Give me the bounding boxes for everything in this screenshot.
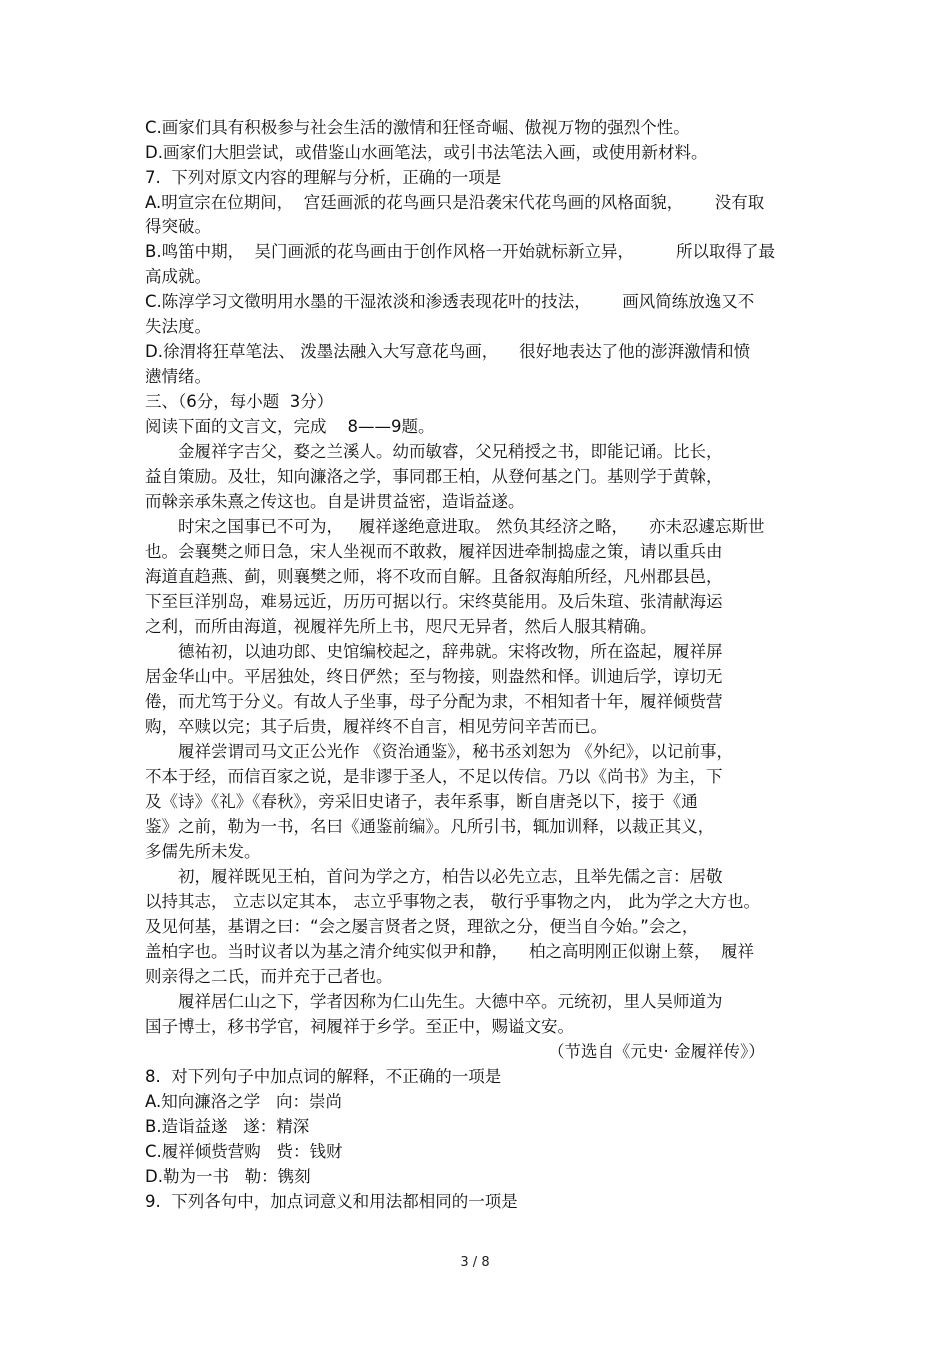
passage-line: 不本于经，而信百家之说，是非谬于圣人，不足以传信。乃以《尚书》为主，下 <box>145 767 723 786</box>
option-c-q7: C.陈淳学习文徵明用水墨的干湿浓淡和渗透表现花叶的技法， 画风简练放逸又不 <box>145 292 755 311</box>
section-heading: 三、（6分，每小题 3分） <box>145 392 334 411</box>
option-a-q7-cont: 得突破。 <box>145 217 211 236</box>
option-b-q7-cont: 高成就。 <box>145 267 211 286</box>
passage-line: 及见何基，基谓之曰：“会之屡言贤者之贤，理欲之分，便当自今始。”会之， <box>145 917 699 936</box>
option-d-q8: D.勒为一书 勒：镌刻 <box>145 1167 311 1186</box>
option-c-q7-cont: 失法度。 <box>145 317 211 336</box>
passage-line: 也。会襄樊之师日急，宋人坐视而不敢救，履祥因进牵制捣虚之策，请以重兵由 <box>145 542 723 561</box>
passage-line: 下至巨洋别岛，难易远近，历历可据以行。宋终莫能用。及后朱瑄、张清献海运 <box>145 592 723 611</box>
passage-line: 购，卒赎以完；其子后贵，履祥终不自言，相见劳问辛苦而已。 <box>145 717 607 736</box>
option-d-q7: D.徐渭将狂草笔法、 泼墨法融入大写意花鸟画， 很好地表达了他的澎湃激情和愤 <box>145 342 751 361</box>
passage-line: 履祥尝谓司马文正公光作 《资治通鉴》，秘书丞刘恕为 《外纪》，以记前事， <box>178 742 733 761</box>
passage-line: 国子博士，移书学官，祠履祥于乡学。至正中，赐谥文安。 <box>145 1017 574 1036</box>
passage-line: 居金华山中。平居独处，终日俨然；至与物接，则盎然和怿。训迪后学，谆切无 <box>145 667 723 686</box>
option-b-q7: B.鸣笛中期， 吴门画派的花鸟画由于创作风格一开始就标新立异， 所以取得了最 <box>145 242 776 261</box>
question-9: 9. 下列各句中，加点词意义和用法都相同的一项是 <box>145 1192 518 1211</box>
option-c-q8: C.履祥倾赀营购 赀：钱财 <box>145 1142 343 1161</box>
reading-instruction: 阅读下面的文言文，完成 8——9题。 <box>145 417 435 436</box>
passage-line: 而榦亲承朱熹之传这也。自是讲贯益密，造诣益遂。 <box>145 492 525 511</box>
page-number: 3 / 8 <box>460 1255 490 1270</box>
passage-line: 多儒先所未发。 <box>145 842 261 861</box>
option-d-q7-cont: 懑情绪。 <box>145 367 211 386</box>
option-b-q8: B.造诣益遂 遂：精深 <box>145 1117 310 1136</box>
option-a-q8: A.知向濂洛之学 向：崇尚 <box>145 1092 342 1111</box>
passage-line: 初，履祥既见王柏，首问为学之方，柏告以必先立志，且举先儒之言：居敬 <box>178 867 723 886</box>
question-8: 8. 对下列句子中加点词的解释，不正确的一项是 <box>145 1067 502 1086</box>
passage-line: 鉴》之前，勒为一书，名曰《通鉴前编》。凡所引书，辄加训释，以裁正其义， <box>145 817 715 836</box>
option-a-q7: A.明宣宗在位期间， 宫廷画派的花鸟画只是沿袭宋代花鸟画的风格面貌， 没有取 <box>145 193 765 212</box>
option-c-q6: C.画家们具有积极参与社会生活的激情和狂怪奇崛、傲视万物的强烈个性。 <box>145 118 690 137</box>
passage-line: 履祥居仁山之下，学者因称为仁山先生。大德中卒。元统初，里人吴师道为 <box>178 992 723 1011</box>
option-d-q6: D.画家们大胆尝试，或借鉴山水画笔法，或引书法笔法入画，或使用新材料。 <box>145 143 708 162</box>
passage-line: 之利，而所由海道，视履祥先所上书，咫尺无异者，然后人服其精确。 <box>145 617 657 636</box>
passage-line: 益自策励。及壮，知向濂洛之学，事同郡王柏，从登何基之门。基则学于黄榦， <box>145 467 723 486</box>
passage-line: 以持其志， 立志以定其本， 志立乎事物之表， 敬行乎事物之内， 此为学之大方也。 <box>145 892 760 911</box>
source-citation: （节选自《元史· 金履祥传》） <box>548 1042 765 1061</box>
passage-line: 德祐初，以迪功郎、史馆编校起之，辞弗就。宋将改物，所在盗起，履祥屏 <box>178 642 723 661</box>
question-7: 7. 下列对原文内容的理解与分析，正确的一项是 <box>145 168 502 187</box>
passage-line: 金履祥字吉父，婺之兰溪人。幼而敏睿，父兄稍授之书，即能记诵。比长， <box>178 442 723 461</box>
passage-line: 时宋之国事已不可为， 履祥遂绝意进取。 然负其经济之略， 亦未忍遽忘斯世 <box>178 517 765 536</box>
passage-line: 海道直趋燕、蓟，则襄樊之师，将不攻而自解。且备叙海舶所经，凡州郡县邑， <box>145 567 723 586</box>
passage-line: 则亲得之二氏，而并充于己者也。 <box>145 967 393 986</box>
passage-line: 盖柏字也。当时议者以为基之清介纯实似尹和静， 柏之高明刚正似谢上蔡， 履祥 <box>145 942 754 961</box>
passage-line: 及《诗》《礼》《春秋》，旁采旧史诸子，表年系事，断自唐尧以下，接于《通 <box>145 792 698 811</box>
passage-line: 倦，而尤笃于分义。有故人子坐事，母子分配为隶，不相知者十年，履祥倾赀营 <box>145 692 723 711</box>
